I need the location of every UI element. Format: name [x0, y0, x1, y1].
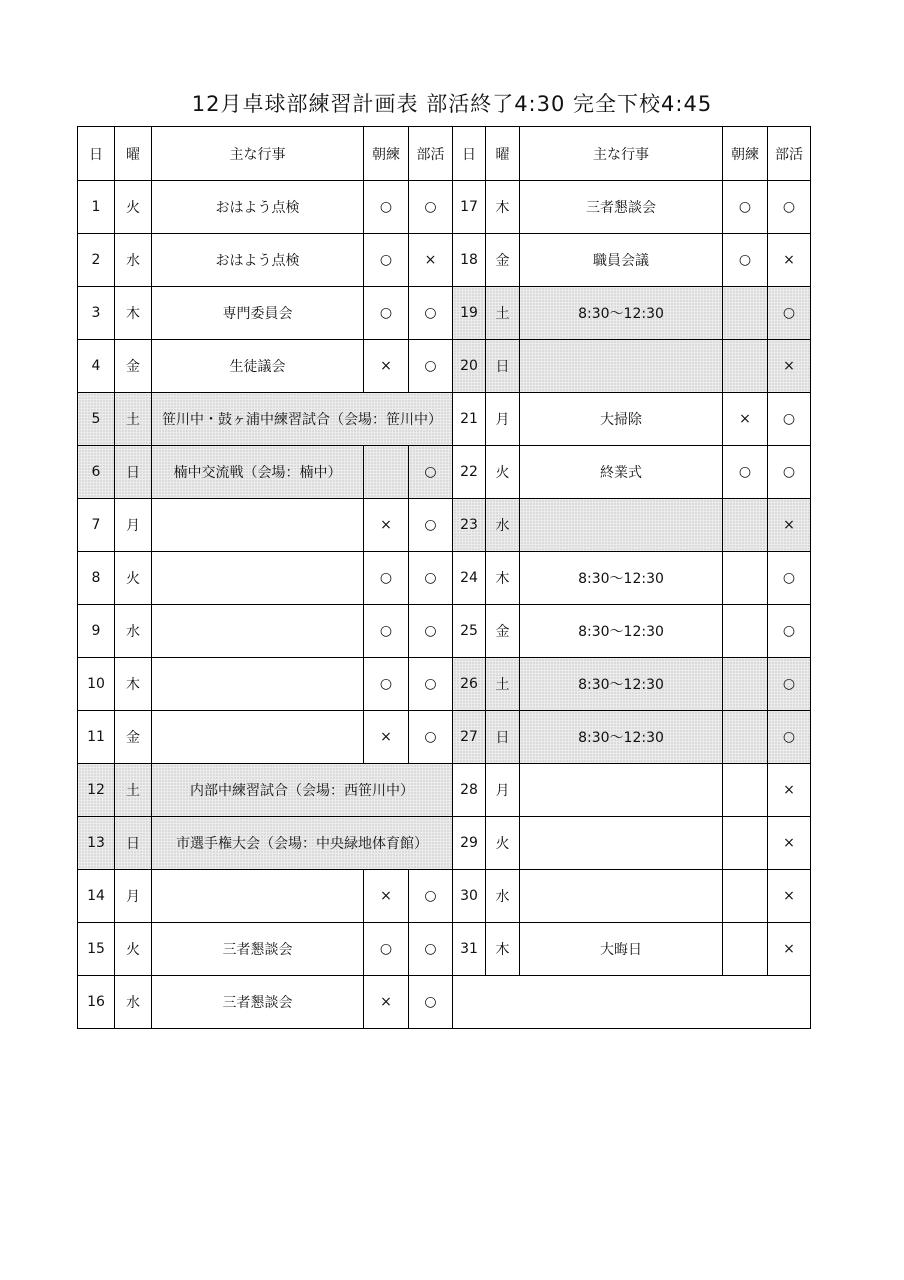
morning-practice-mark: × — [723, 393, 768, 446]
table-row — [78, 287, 811, 340]
day-number: 1 — [78, 181, 115, 234]
table-row — [78, 817, 811, 870]
weekday-cell: 水 — [115, 605, 152, 658]
practice-schedule-table — [77, 126, 811, 1029]
header-club-activity: 部活 — [409, 127, 453, 181]
day-number: 10 — [78, 658, 115, 711]
club-activity-mark: ○ — [409, 446, 453, 499]
weekday-cell: 木 — [486, 181, 520, 234]
day-number: 27 — [453, 711, 486, 764]
day-number: 17 — [453, 181, 486, 234]
weekday-cell: 月 — [486, 764, 520, 817]
event-cell — [152, 711, 364, 764]
club-activity-mark: × — [768, 764, 811, 817]
morning-practice-mark — [723, 605, 768, 658]
club-activity-mark: × — [768, 870, 811, 923]
event-cell: おはよう点検 — [152, 234, 364, 287]
event-cell — [520, 764, 723, 817]
empty-area — [453, 976, 811, 1029]
morning-practice-mark: ○ — [364, 234, 409, 287]
day-number: 31 — [453, 923, 486, 976]
morning-practice-mark — [723, 923, 768, 976]
header-club-activity: 部活 — [768, 127, 811, 181]
day-number: 15 — [78, 923, 115, 976]
event-cell: 三者懇談会 — [152, 923, 364, 976]
day-number: 8 — [78, 552, 115, 605]
weekday-cell: 土 — [486, 658, 520, 711]
day-number: 2 — [78, 234, 115, 287]
event-cell: 生徒議会 — [152, 340, 364, 393]
weekday-cell: 火 — [115, 552, 152, 605]
event-cell: 専門委員会 — [152, 287, 364, 340]
event-cell: 大掃除 — [520, 393, 723, 446]
club-activity-mark: × — [768, 234, 811, 287]
day-number: 26 — [453, 658, 486, 711]
event-cell — [152, 499, 364, 552]
weekday-cell: 月 — [115, 499, 152, 552]
morning-practice-mark: ○ — [364, 552, 409, 605]
club-activity-mark: ○ — [409, 287, 453, 340]
club-activity-mark: ○ — [409, 870, 453, 923]
weekday-cell: 日 — [486, 340, 520, 393]
club-activity-mark: ○ — [768, 393, 811, 446]
club-activity-mark: × — [768, 499, 811, 552]
morning-practice-mark — [723, 499, 768, 552]
day-number: 4 — [78, 340, 115, 393]
table-row — [78, 446, 811, 499]
morning-practice-mark: ○ — [364, 181, 409, 234]
weekday-cell: 土 — [115, 764, 152, 817]
day-number: 25 — [453, 605, 486, 658]
weekday-cell: 土 — [115, 393, 152, 446]
morning-practice-mark: × — [364, 976, 409, 1029]
day-number: 29 — [453, 817, 486, 870]
event-cell: 笹川中・鼓ヶ浦中練習試合（会場：笹川中） — [152, 393, 453, 446]
club-activity-mark: × — [768, 340, 811, 393]
day-number: 5 — [78, 393, 115, 446]
morning-practice-mark: ○ — [723, 181, 768, 234]
morning-practice-mark: ○ — [364, 658, 409, 711]
day-number: 3 — [78, 287, 115, 340]
event-cell: 市選手権大会（会場：中央緑地体育館） — [152, 817, 453, 870]
event-cell: おはよう点検 — [152, 181, 364, 234]
event-cell — [520, 870, 723, 923]
morning-practice-mark: ○ — [364, 923, 409, 976]
weekday-cell: 日 — [486, 711, 520, 764]
weekday-cell: 水 — [486, 870, 520, 923]
morning-practice-mark — [723, 711, 768, 764]
weekday-cell: 木 — [486, 923, 520, 976]
weekday-cell: 火 — [486, 817, 520, 870]
weekday-cell: 金 — [115, 711, 152, 764]
weekday-cell: 水 — [115, 234, 152, 287]
day-number: 6 — [78, 446, 115, 499]
event-cell — [520, 817, 723, 870]
event-cell: 終業式 — [520, 446, 723, 499]
event-cell — [152, 658, 364, 711]
club-activity-mark: ○ — [768, 552, 811, 605]
club-activity-mark: ○ — [409, 552, 453, 605]
weekday-cell: 木 — [115, 658, 152, 711]
weekday-cell: 土 — [486, 287, 520, 340]
weekday-cell: 火 — [115, 181, 152, 234]
event-cell — [520, 499, 723, 552]
event-cell — [520, 340, 723, 393]
event-cell: 楠中交流戦（会場：楠中） — [152, 446, 364, 499]
morning-practice-mark — [723, 764, 768, 817]
day-number: 24 — [453, 552, 486, 605]
morning-practice-mark — [723, 340, 768, 393]
table-row — [78, 552, 811, 605]
table-row — [78, 234, 811, 287]
club-activity-mark: ○ — [768, 605, 811, 658]
morning-practice-mark — [364, 446, 409, 499]
table-row — [78, 181, 811, 234]
day-number: 23 — [453, 499, 486, 552]
table-row — [78, 711, 811, 764]
page-title: 12月卓球部練習計画表 部活終了4:30 完全下校4:45 — [191, 92, 713, 116]
event-cell: 8:30～12:30 — [520, 711, 723, 764]
morning-practice-mark — [723, 870, 768, 923]
event-cell: 三者懇談会 — [152, 976, 364, 1029]
club-activity-mark: ○ — [409, 923, 453, 976]
header-morning-practice: 朝練 — [364, 127, 409, 181]
event-cell: 8:30～12:30 — [520, 658, 723, 711]
day-number: 16 — [78, 976, 115, 1029]
day-number: 20 — [453, 340, 486, 393]
weekday-cell: 火 — [115, 923, 152, 976]
morning-practice-mark — [723, 552, 768, 605]
day-number: 18 — [453, 234, 486, 287]
club-activity-mark: ○ — [409, 658, 453, 711]
weekday-cell: 月 — [486, 393, 520, 446]
club-activity-mark: ○ — [768, 181, 811, 234]
header-weekday: 曜 — [115, 127, 152, 181]
header-row — [78, 127, 811, 181]
morning-practice-mark: × — [364, 870, 409, 923]
club-activity-mark: ○ — [409, 181, 453, 234]
day-number: 9 — [78, 605, 115, 658]
day-number: 13 — [78, 817, 115, 870]
club-activity-mark: ○ — [768, 711, 811, 764]
club-activity-mark: ○ — [409, 711, 453, 764]
day-number: 30 — [453, 870, 486, 923]
header-event: 主な行事 — [152, 127, 364, 181]
morning-practice-mark: × — [364, 340, 409, 393]
weekday-cell: 金 — [115, 340, 152, 393]
club-activity-mark: × — [768, 923, 811, 976]
morning-practice-mark: ○ — [364, 605, 409, 658]
event-cell: 8:30～12:30 — [520, 287, 723, 340]
day-number: 12 — [78, 764, 115, 817]
day-number: 14 — [78, 870, 115, 923]
event-cell — [152, 605, 364, 658]
weekday-cell: 金 — [486, 605, 520, 658]
morning-practice-mark — [723, 658, 768, 711]
club-activity-mark: ○ — [409, 499, 453, 552]
weekday-cell: 金 — [486, 234, 520, 287]
day-number: 21 — [453, 393, 486, 446]
event-cell: 職員会議 — [520, 234, 723, 287]
club-activity-mark: × — [768, 817, 811, 870]
weekday-cell: 木 — [486, 552, 520, 605]
weekday-cell: 火 — [486, 446, 520, 499]
table-row — [78, 605, 811, 658]
header-day: 日 — [453, 127, 486, 181]
event-cell: 内部中練習試合（会場：西笹川中） — [152, 764, 453, 817]
day-number: 22 — [453, 446, 486, 499]
table-row — [78, 976, 811, 1029]
header-weekday: 曜 — [486, 127, 520, 181]
weekday-cell: 水 — [115, 976, 152, 1029]
table-row — [78, 923, 811, 976]
morning-practice-mark: × — [364, 499, 409, 552]
table-row — [78, 764, 811, 817]
weekday-cell: 月 — [115, 870, 152, 923]
club-activity-mark: ○ — [409, 340, 453, 393]
event-cell: 大晦日 — [520, 923, 723, 976]
day-number: 11 — [78, 711, 115, 764]
header-day: 日 — [78, 127, 115, 181]
morning-practice-mark: × — [364, 711, 409, 764]
weekday-cell: 木 — [115, 287, 152, 340]
club-activity-mark: ○ — [768, 446, 811, 499]
day-number: 28 — [453, 764, 486, 817]
table-row — [78, 393, 811, 446]
header-morning-practice: 朝練 — [723, 127, 768, 181]
morning-practice-mark — [723, 287, 768, 340]
event-cell: 三者懇談会 — [520, 181, 723, 234]
weekday-cell: 日 — [115, 817, 152, 870]
club-activity-mark: ○ — [768, 287, 811, 340]
club-activity-mark: × — [409, 234, 453, 287]
morning-practice-mark — [723, 817, 768, 870]
table-row — [78, 499, 811, 552]
event-cell: 8:30～12:30 — [520, 605, 723, 658]
club-activity-mark: ○ — [768, 658, 811, 711]
event-cell: 8:30～12:30 — [520, 552, 723, 605]
club-activity-mark: ○ — [409, 976, 453, 1029]
table-row — [78, 340, 811, 393]
day-number: 19 — [453, 287, 486, 340]
morning-practice-mark: ○ — [723, 446, 768, 499]
weekday-cell: 水 — [486, 499, 520, 552]
morning-practice-mark: ○ — [723, 234, 768, 287]
table-row — [78, 658, 811, 711]
weekday-cell: 日 — [115, 446, 152, 499]
header-event: 主な行事 — [520, 127, 723, 181]
day-number: 7 — [78, 499, 115, 552]
event-cell — [152, 552, 364, 605]
club-activity-mark: ○ — [409, 605, 453, 658]
event-cell — [152, 870, 364, 923]
table-row — [78, 870, 811, 923]
morning-practice-mark: ○ — [364, 287, 409, 340]
